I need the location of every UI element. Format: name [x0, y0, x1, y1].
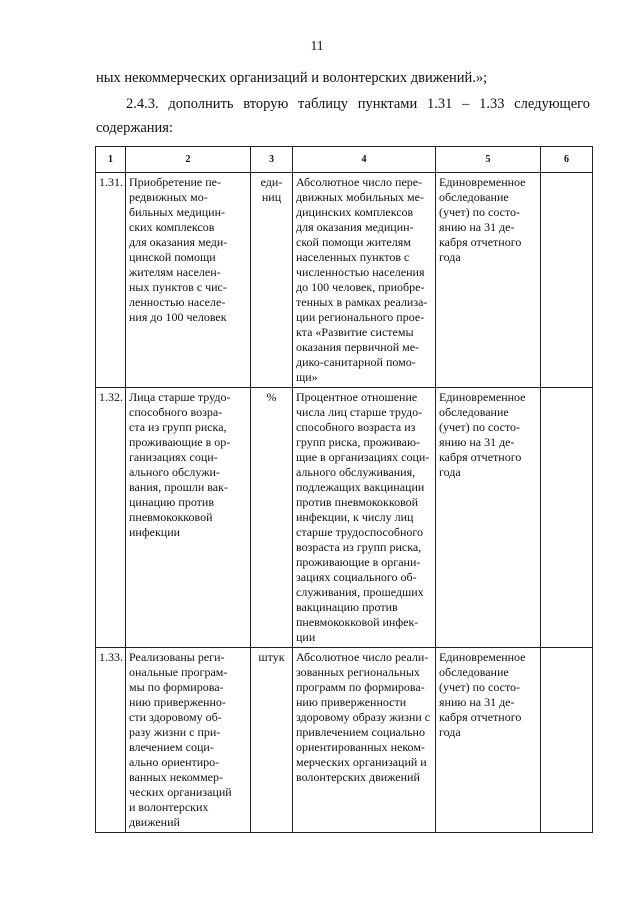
- header-cell: 6: [541, 147, 593, 173]
- header-cell: 5: [436, 147, 541, 173]
- unit: еди- ниц: [251, 173, 293, 388]
- header-cell: 3: [251, 147, 293, 173]
- indicator-description: Абсолютное число реали- зованных региональных программ по формирова- нию приверженности здоровому образу жизни с привлечением социально ориентированных неком- мерческих организаций и волонтерских движений: [293, 648, 436, 833]
- page-number: 11: [310, 38, 324, 53]
- row-number: 1.33.: [96, 648, 126, 833]
- table-row: [96, 173, 593, 388]
- row-number: 1.32.: [96, 388, 126, 648]
- indicator-description: Абсолютное число пере- движных мобильных ме- дицинских комплексов для оказания медицин- ской помощи жителям населенных пунктов с численностью населения до 100 человек, приобре- тенных в рамках реализа- ции регионального прое- кта «Развитие системы оказания первичной ме- дико-санитарной помо- щи»: [293, 173, 436, 388]
- indicator-name: Лица старше трудо- способного возра- ста из групп риска, проживающие в ор- ганизациях соци- ального обслужи- вания, прошли вак- цинацию против пневмококковой инфекции: [126, 388, 251, 648]
- col6-cell: [541, 173, 593, 388]
- collection-method: Единовременное обследование (учет) по состо- янию на 31 де- кабря отчетного года: [436, 388, 541, 648]
- collection-method: Единовременное обследование (учет) по состо- янию на 31 де- кабря отчетного года: [436, 173, 541, 388]
- col6-cell: [541, 388, 593, 648]
- header-cell: 4: [293, 147, 436, 173]
- indicator-description: Процентное отношение числа лиц старше трудо- способного возраста из групп риска, проживаю- щие в организациях соци- ального обслуживания, подлежащих вакцинации против пневмококковой инфекции, к числу лиц старше трудоспособного возраста из групп риска, проживающие в органи- зациях социального об- служивания, прошедших вакцинацию против пневмококковой инфек- ции: [293, 388, 436, 648]
- header-cell: 1: [96, 147, 126, 173]
- paragraph-amendment: 2.4.3. дополнить вторую таблицу пунктами 1.31 – 1.33 следующего содержания:: [96, 96, 590, 136]
- table-row: [96, 648, 593, 833]
- unit: %: [251, 388, 293, 648]
- paragraph-continuation: ных некоммерческих организаций и волонтерских движений.»;: [96, 70, 488, 86]
- header-cell: 2: [126, 147, 251, 173]
- table-header-row: [96, 147, 593, 173]
- unit: штук: [251, 648, 293, 833]
- col6-cell: [541, 648, 593, 833]
- indicator-name: Приобретение пе- редвижных мо- бильных медицин- ских комплексов для оказания меди- цинской помощи жителям населен- ных пунктов с чис- ленностью населе- ния до 100 человек: [126, 173, 251, 388]
- row-number: 1.31.: [96, 173, 126, 388]
- indicators-table: [95, 146, 593, 833]
- indicator-name: Реализованы реги- ональные програм- мы по формирова- нию приверженно- сти здоровому об- разу жизни с при- влечением соци- ально ориентиро- ванных некоммер- ческих организаций и волонтерских движений: [126, 648, 251, 833]
- collection-method: Единовременное обследование (учет) по состо- янию на 31 де- кабря отчетного года: [436, 648, 541, 833]
- table-row: [96, 388, 593, 648]
